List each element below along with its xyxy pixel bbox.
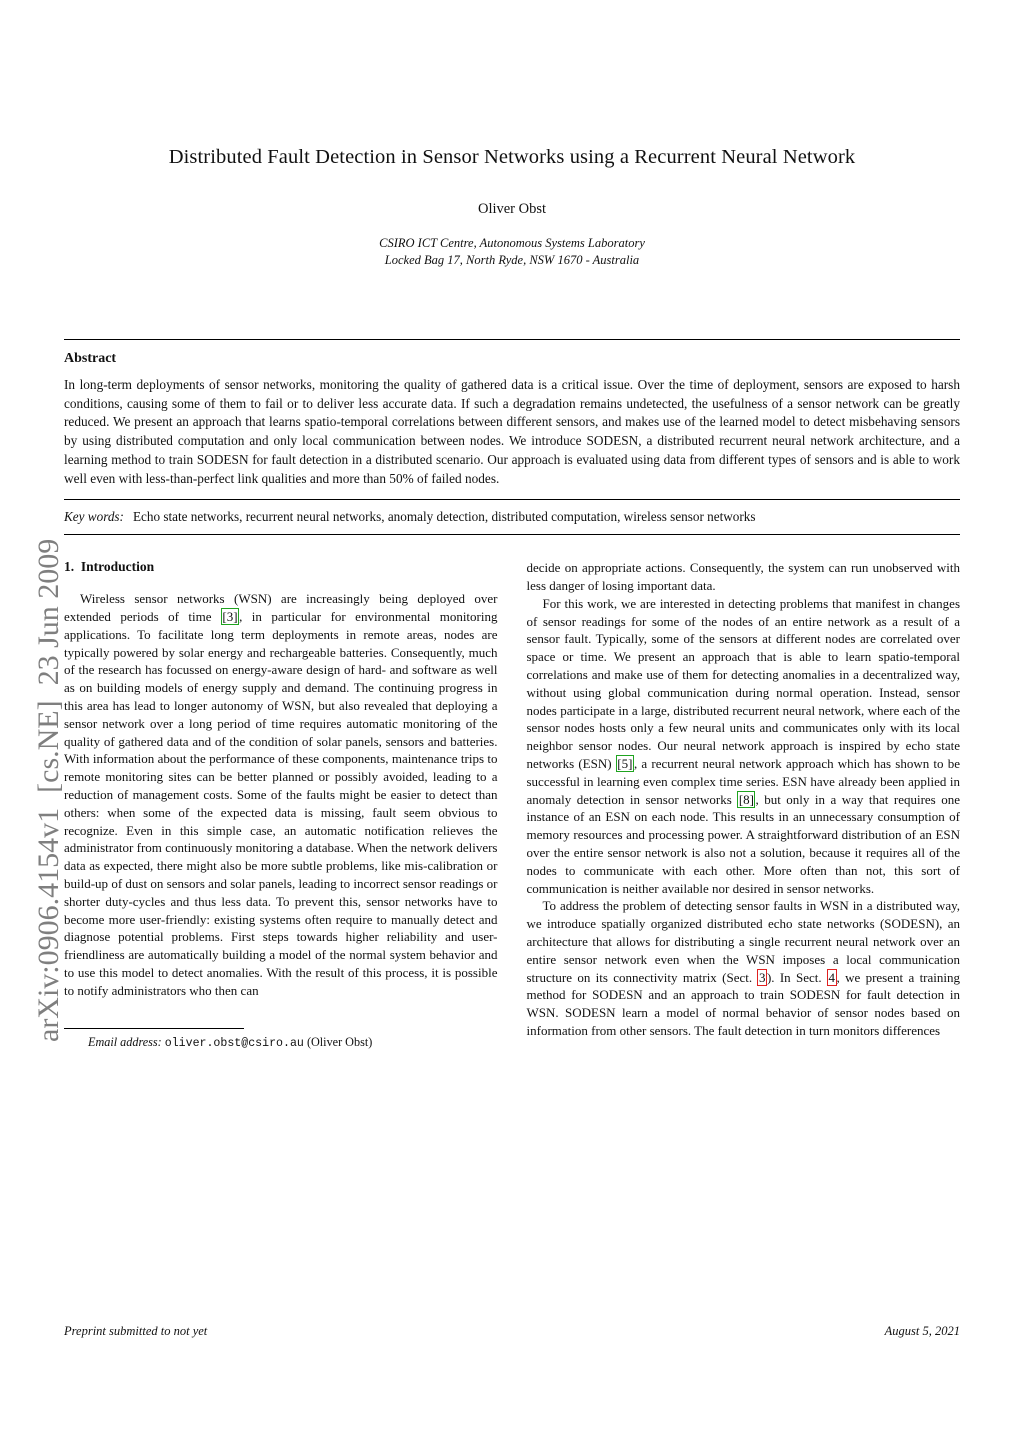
citation-link[interactable]: [8] (738, 791, 754, 807)
arxiv-watermark: arXiv:0906.4154v1 [cs.NE] 23 Jun 2009 (32, 538, 65, 1042)
paper-title: Distributed Fault Detection in Sensor Networks using a Recurrent Neural Network (168, 146, 856, 168)
footer-date: August 5, 2021 (884, 1324, 960, 1338)
abstract-heading: Abstract (64, 351, 117, 366)
section-ref-link[interactable]: 3 (758, 969, 766, 985)
keywords-bottom-rule (64, 534, 960, 535)
page-footer (64, 1324, 960, 1339)
footnote-text (64, 1035, 498, 1050)
body-text: , but only in a way that requires one instance of an ESN on each node. This results in an unnecessary consumption of memory resources and processing power. A straightforward distribution of an ESN over the entire sensor network is also not a solution, because it requires all of the nodes to communicate with each other. More often than not, this sort of communication is neither available nor desired in sensor networks. (526, 791, 960, 896)
section-ref-link[interactable]: 4 (828, 969, 835, 985)
footnote-rule (64, 1028, 244, 1029)
keywords-line (64, 508, 960, 526)
abstract-text: In long-term deployments of sensor networks, monitoring the quality of gathered data is a critical issue. Over the time of deployment, sensors are exposed to harsh conditions, causing some of them to fail or to deliver less accurate data. If such a degradation remains undetected, the usefulness of a sensor network can be greatly reduced. We present an approach that learns spatio-temporal correlations between different sensors, and makes use of the learned model to detect misbehaving sensors by using distributed computation and only local communication between nodes. We introduce SODESN, a distributed recurrent neural network architecture, and a learning method to train SODESN for fault detection in a distributed scenario. Our approach is evaluated using data from different types of sensors and is able to work well even with less-than-perfect link qualities and more than 50% of failed nodes. (64, 377, 960, 486)
body-text: ). In Sect. (766, 969, 827, 985)
footnote-email-label: Email address: (88, 1034, 162, 1049)
keywords-top-rule (64, 499, 960, 500)
affiliation-line-2: Locked Bag 17, North Ryde, NSW 1670 - Australia (384, 253, 640, 267)
intro-paragraph-right-1: decide on appropriate actions. Consequently, the system can run unobserved with less danger of losing important data. (526, 560, 960, 594)
citation-link[interactable]: [3] (222, 609, 238, 625)
affiliation-line-1: CSIRO ICT Centre, Autonomous Systems Laboratory (379, 236, 645, 250)
body-text: , we present a training method for SODESN and an approach to train SODESN for fault detection in WSN. SODESN learn a model of normal behavior of sensor nodes based on information from other sensors. The fault detection in turn monitors differences (526, 969, 960, 1038)
footnote-email-suffix: (Oliver Obst) (306, 1034, 373, 1049)
abstract-top-rule (64, 339, 960, 340)
body-text: To address the problem of detecting sensor faults in WSN in a distributed way, we introduce spatially organized distributed echo state networks (SODESN), an architecture that allows for distributing a single recurrent neural network over an entire sensor network even when the WSN imposes a local communication structure on its connectivity matrix (Sect. (526, 898, 960, 985)
intro-paragraph-right-2 (527, 595, 961, 898)
body-text: Wireless sensor networks (WSN) are increasingly being deployed over extended periods of time (64, 591, 498, 625)
paper-content (64, 0, 960, 1050)
body-text: , in particular for environmental monitoring applications. To facilitate long term deployments in remote areas, nodes are typically powered by solar energy and rechargeable batteries. Consequently, much of the research has focussed on energy-aware design of hard- and software as well as on building models of energy supply and demand. The continuing progress in this area has lead to longer autonomy of WSN, but also revealed that deploying a sensor network over a long period of time requires automatic monitoring of the quality of gathered data and of the condition of solar panels, sensors and batteries. With information about the performance of these components, maintenance trips to remote monitoring sites can be better planned or possibly avoided, leading to a reduction of management costs. Some of the faults might be easier to detect than others: when some of the expected data is missing, fault seem obvious to recognize. Even in this simple case, an automatic notification relieves the administrator from continuously monitoring a database. When the network delivers data as expected, there might also be more subtle problems, like mis-calibration or build-up of dust on sensors and solar panels, leading to incorrect sensor readings or shorter duty-cycles and thus less data. To prevent this, sensor networks have to become more user-friendly: existing systems often require to manually detect and diagnose potential problems. First steps towards higher reliability and user-friendliness are automatically building a model of the normal system behavior and to use this model to detect anomalies. With the result of this process, it is possible to notify administrators who then can (64, 609, 498, 998)
two-column-body (64, 559, 960, 1049)
left-column (64, 559, 498, 1049)
footer-preprint-note: Preprint submitted to not yet (64, 1324, 208, 1338)
intro-paragraph-right-3 (527, 897, 961, 1039)
footnote-email-address[interactable]: oliver.obst@csiro.au (164, 1036, 304, 1050)
body-text: For this work, we are interested in detecting problems that manifest in changes of sensor readings for some of the nodes of an entire network as a result of a sensor fault. Typically, some of the sensors at different nodes are correlated over space or time. We present an approach that is able to learn spatio-temporal correlations and make use of them for detecting anomalies in a decentralized way, without using global communication during normal operation. Instead, sensor nodes participate in a large, distributed recurrent neural network, where each of the sensor nodes hosts only a few neural units and communicates only with its local neighbor sensor nodes. Our neural network approach is inspired by echo state networks (ESN) (526, 595, 960, 771)
intro-paragraph-left (64, 590, 498, 999)
right-column (527, 559, 961, 1040)
keywords-text: Echo state networks, recurrent neural networks, anomaly detection, distributed computation, wireless sensor networks (132, 509, 756, 525)
body-text: , a recurrent neural network approach which has shown to be successful in learning even complex time series. ESN have already been applied in anomaly detection in sensor networks (526, 755, 960, 807)
section-heading-introduction: 1. Introduction (64, 559, 155, 575)
footnote-block (64, 1028, 498, 1050)
author-name: Oliver Obst (477, 201, 547, 217)
citation-link[interactable]: [5] (617, 755, 633, 771)
keywords-label: Key words: (64, 509, 124, 525)
